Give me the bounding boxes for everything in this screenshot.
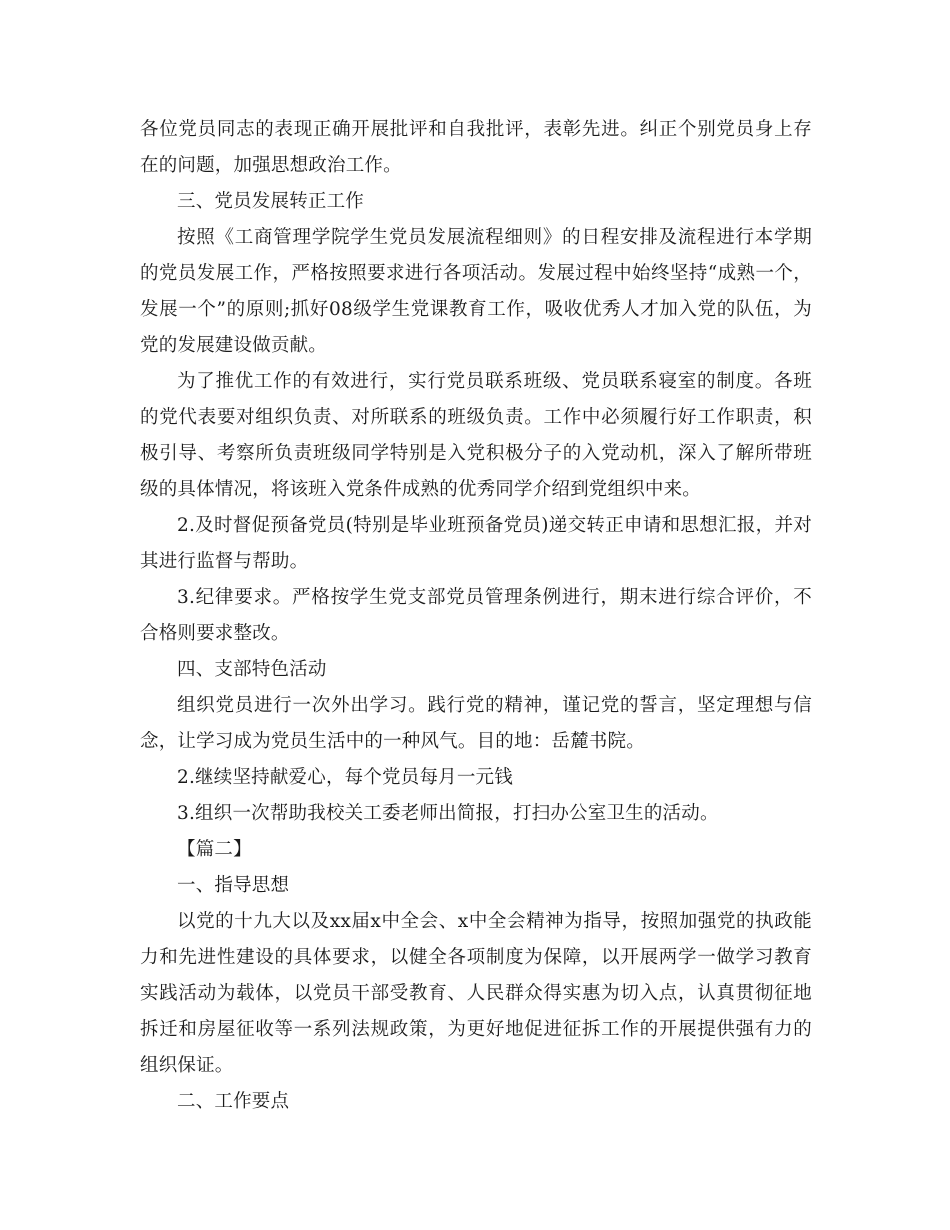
paragraph-recommendation-work: 为了推优工作的有效进行，实行党员联系班级、党员联系寝室的制度。各班的党代表要对组织负责、对所联系的班级负责。工作中必须履行好工作职责，积极引导、考察所负责班级同学特别是入党积极分子的入党动机，深入了解所带班级的具体情况，将该班入党条件成熟的优秀同学介绍到党组织中来。 bbox=[140, 371, 812, 500]
paragraph-item-2-donation: 2.继续坚持献爱心，每个党员每月一元钱 bbox=[177, 767, 513, 788]
section-heading-party-member-development: 三、党员发展转正工作 bbox=[177, 191, 365, 212]
paragraph-guiding-ideology: 以党的十九大以及xx届x中全会、x中全会精神为指导，按照加强党的执政能力和先进性建设的具体要求，以健全各项制度为保障，以开展两学一做学习教育实践活动为载体，以党员干部受教育、人民群众得实惠为切入点，认真贯彻征地拆迁和房屋征收等一系列法规政策，为更好地促进征拆工作的开展提供强有力的组织保证。 bbox=[140, 911, 812, 1076]
section-heading-guiding-ideology: 一、指导思想 bbox=[177, 875, 290, 896]
paragraph-study-trip: 组织党员进行一次外出学习。践行党的精神，谨记党的誓言，坚定理想与信念，让学习成为党员生活中的一种风气。目的地：岳麓书院。 bbox=[140, 695, 812, 752]
paragraph-item-3-activity: 3.组织一次帮助我校关工委老师出简报，打扫办公室卫生的活动。 bbox=[177, 803, 719, 824]
paragraph-development-process: 按照《工商管理学院学生党员发展流程细则》的日程安排及流程进行本学期的党员发展工作，严格按照要求进行各项活动。发展过程中始终坚持“成熟一个，发展一个”的原则;抓好08级学生党课教育工作，吸收优秀人才加入党的队伍，为党的发展建设做贡献。 bbox=[140, 227, 812, 356]
paragraph-item-2-probationary: 2.及时督促预备党员(特别是毕业班预备党员)递交转正申请和思想汇报，并对其进行监督与帮助。 bbox=[140, 515, 812, 572]
paragraph-continuation: 各位党员同志的表现正确开展批评和自我批评，表彰先进。纠正个别党员身上存在的问题，加强思想政治工作。 bbox=[140, 119, 812, 176]
chapter-heading-part-two: 【篇二】 bbox=[177, 839, 252, 860]
section-heading-branch-activities: 四、支部特色活动 bbox=[177, 659, 327, 680]
paragraph-item-3-discipline: 3.纪律要求。严格按学生党支部党员管理条例进行，期末进行综合评价，不合格则要求整改。 bbox=[140, 587, 812, 644]
section-heading-work-points: 二、工作要点 bbox=[177, 1091, 290, 1112]
document-body bbox=[140, 112, 812, 1120]
